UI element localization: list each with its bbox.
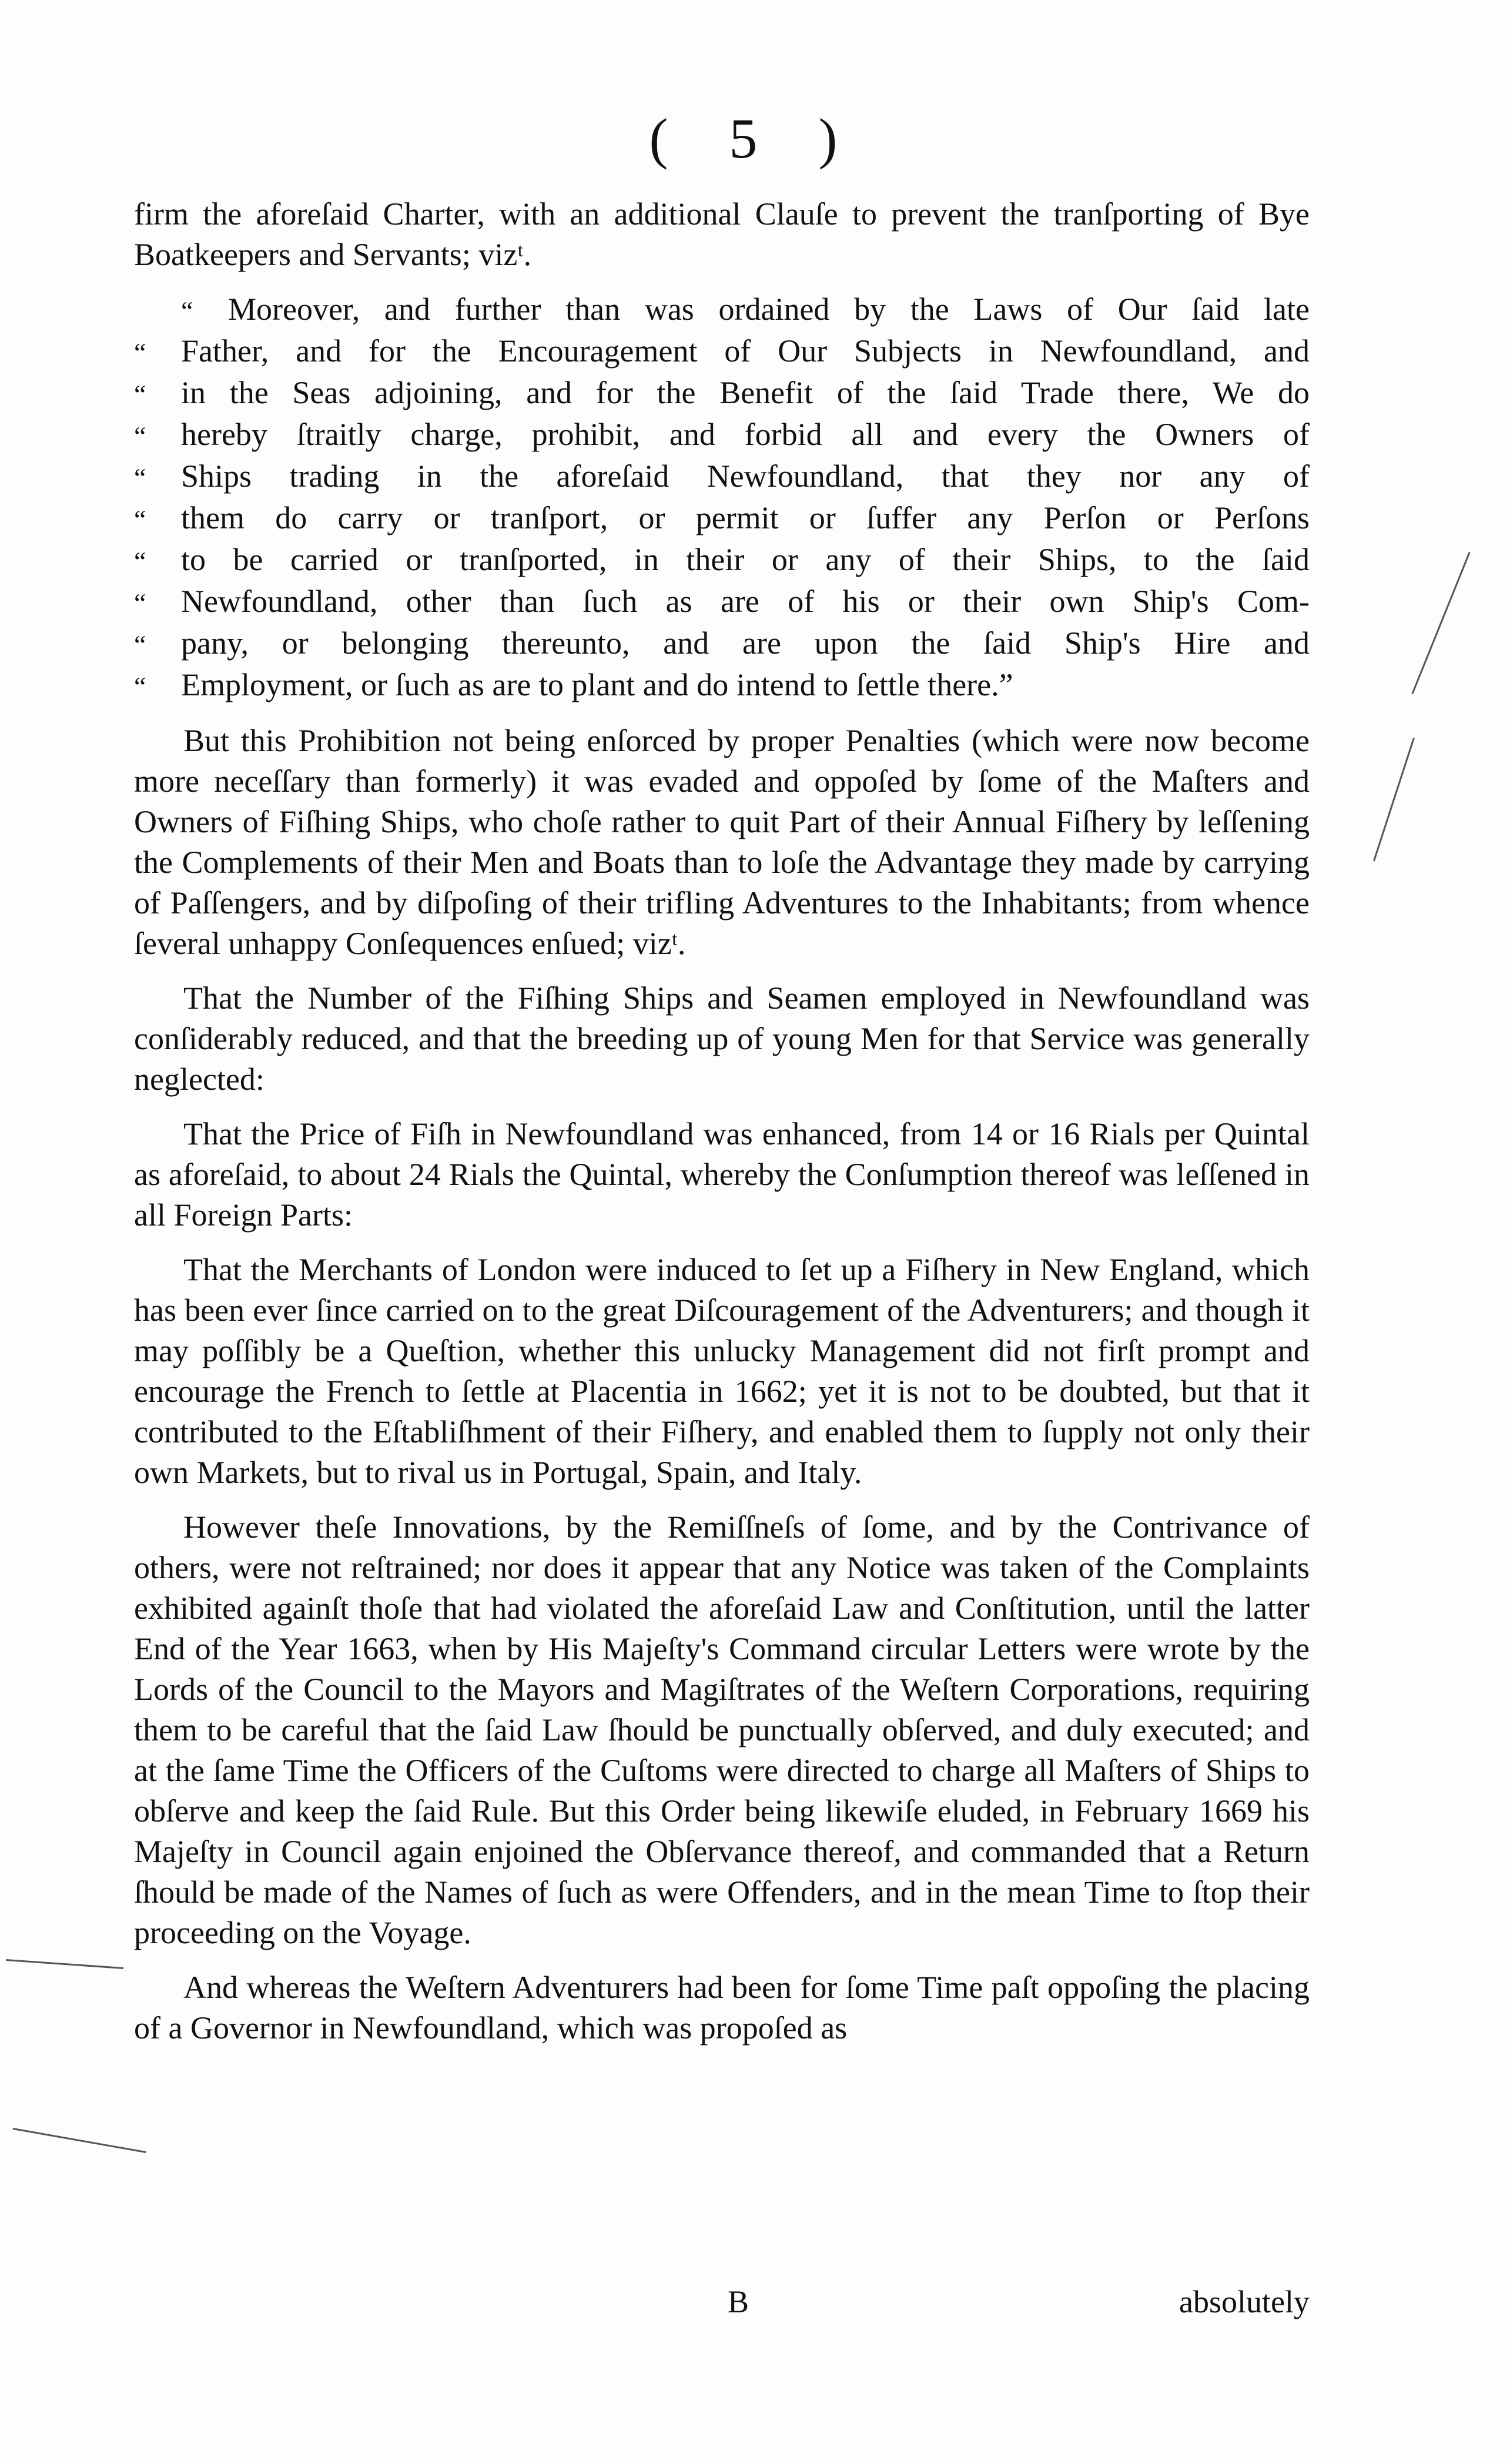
paragraph-consequence-price: That the Price of Fiſh in Newfoundland was enhanced, from 14 or 16 Rials per Quintal as aforeſaid, to about 24 Rials the Quintal, whereby the Conſumption thereof was leſſened in all Foreign Parts: [134,1116,1310,1233]
scan-stroke-left [6,1959,123,1969]
quote-line [134,456,1310,498]
quote-line [134,498,1310,540]
paragraph-innovations: However theſe Innovations, by the Remiſſneſs of ſome, and by the Contrivance of others, were not reſtrained; nor does it appear that any Notice was taken of the Complaints exhibited againſt thoſe that had violated the aforeſaid Law and Conſtitution, until the latter End of the Year 1663, when by His Majeſty's Command circular Letters were wrote by the Lords of the Council to the Mayors and Magiſtrates of the Weſtern Corporations, requiring them to be careful that the ſaid Law ſhould be punctually obſerved, and duly executed; and at the ſame Time the Officers of the Cuſtoms were directed to charge all Maſters of Ships to obſerve and keep the ſaid Rule. But this Order being likewiſe eluded, in February 1669 his Majeſty in Council again enjoined the Obſervance thereof, and commanded that a Return ſhould be made of the Names of ſuch as were Offenders, and in the mean Time to ſtop their proceeding on the Voyage. [134,1509,1310,1950]
quote-line-text: them do carry or tranſport, or permit or ſuffer any Perſon or Perſons [181,500,1310,535]
quote-line-text: Father, and for the Encouragement of Our Subjects in Newfoundland, and [181,333,1310,369]
paragraph-governor: And whereas the Weſtern Adventurers had been for ſome Time paſt oppoſing the placing of a Governor in Newfoundland, which was propoſed as [134,1970,1310,2045]
quote-mark: “ [134,463,146,493]
quote-line-text: pany, or belonging thereunto, and are upon the ſaid Ship's Hire and [181,625,1310,661]
quote-mark: “ [134,546,146,576]
quote-line [134,414,1310,456]
paragraph-opening: firm the aforeſaid Charter, with an additional Clauſe to prevent the tranſporting of Bye Boatkeepers and Servants; vizᵗ. [134,196,1310,272]
paragraph-consequence-ships: That the Number of the Fiſhing Ships and Seamen employed in Newfoundland was conſiderably reduced, and that the breeding up of young Men for that Service was generally neglected: [134,980,1310,1097]
paragraph-consequence-new-england: That the Merchants of London were induced to ſet up a Fiſhery in New England, which has been ever ſince carried on to the great Diſcouragement of the Adventurers; and though it may poſſibly be a Queſtion, whether this unlucky Management did not firſt prompt and encourage the French to ſettle at Placentia in 1662; yet it is not to be doubted, but that it contributed to the Eſtabliſhment of their Fiſhery, and enabled them to ſupply not only their own Markets, but to rival us in Portugal, Spain, and Italy. [134,1252,1310,1490]
quote-line [134,373,1310,414]
quote-line-text: Moreover, and further than was ordained by the Laws of Our ſaid late [228,292,1310,327]
quote-line [134,581,1310,623]
quote-mark: “ [134,337,146,367]
quote-line [134,665,1310,707]
quote-line-text: to be carried or tranſported, in their or any of their Ships, to the ſaid [181,542,1310,577]
body-text [134,194,1310,2063]
quote-mark: “ [134,504,146,534]
scan-stroke-left-lower [12,2128,146,2153]
scan-stroke-right [1411,552,1470,694]
signature-mark: B [728,2284,749,2319]
charter-quotation [134,289,1310,707]
quote-line-text: Ships trading in the aforeſaid Newfoundland, that they nor any of [181,458,1310,494]
page-footer [134,2284,1310,2331]
quote-mark: “ [181,296,193,326]
quote-line [134,331,1310,373]
quote-mark: “ [134,379,146,409]
quote-line-text: Newfoundland, other than ſuch as are of his or their own Ship's Com- [181,584,1310,619]
quote-line-text: hereby ſtraitly charge, prohibit, and forbid all and every the Owners of [181,417,1310,452]
quote-line [134,289,1310,331]
quote-mark: “ [134,421,146,451]
quote-line [134,540,1310,581]
quote-mark: “ [134,630,146,659]
quote-line [134,623,1310,665]
page-number: ( 5 ) [649,107,861,170]
paragraph-prohibition: But this Prohibition not being enſorced by proper Penalties (which were now become more neceſſary than formerly) it was evaded and oppoſed by ſome of the Maſters and Owners of Fiſhing Ships, who choſe rather to quit Part of their Annual Fiſhery by leſſening the Complements of their Men and Boats than to loſe the Advantage they made by carrying of Paſſengers, and by diſpoſing of their trifling Adventures to the Inhabitants; from whence ſeveral unhappy Conſequences enſued; vizᵗ. [134,723,1310,961]
catchword: absolutely [1179,2284,1310,2319]
scan-stroke-right-lower [1373,738,1415,861]
quote-line-text: Employment, or ſuch as are to plant and do intend to ſettle there.” [181,667,1013,702]
quote-mark: “ [134,671,146,701]
quote-mark: “ [134,588,146,618]
quote-line-text: in the Seas adjoining, and for the Benefit of the ſaid Trade there, We do [181,375,1310,410]
